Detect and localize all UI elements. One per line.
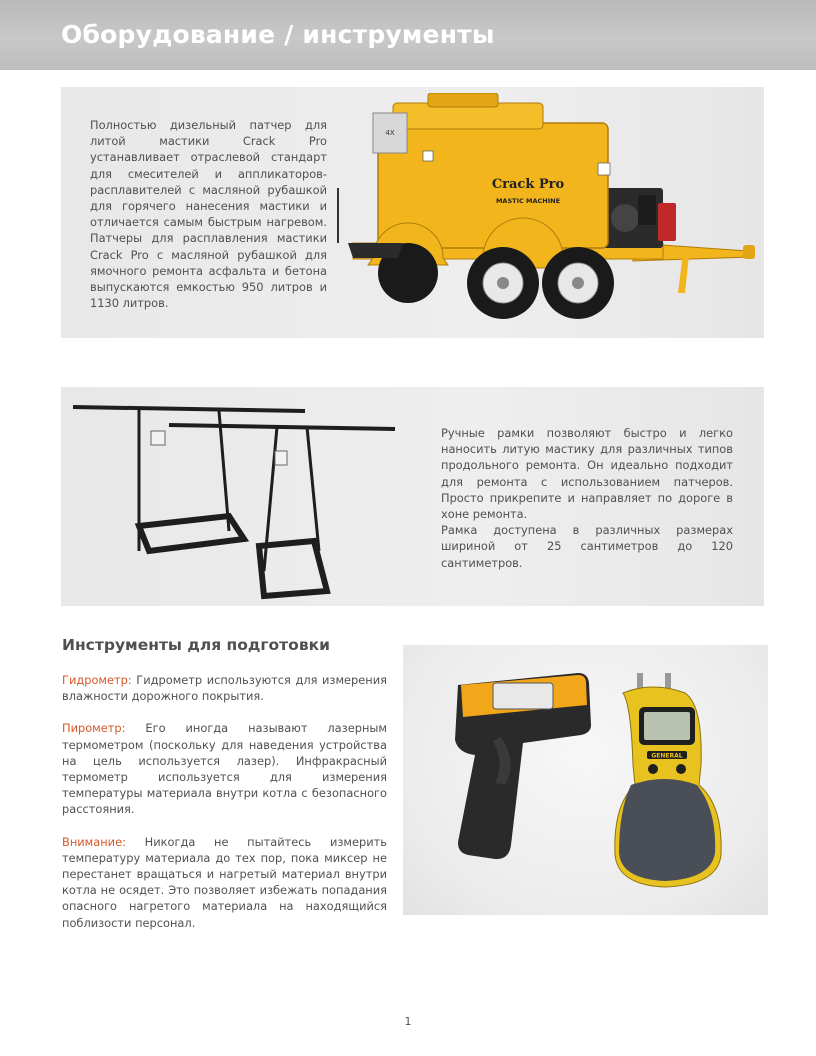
tool-item-warning: [62, 834, 387, 931]
warning-description: Никогда не пытайтесь измерить температуру материала до тех пор, пока миксер не перестанет вращаться и нагретый материал внутри котла не осядет. Это позволяет избежать попадания опасного нагретого материала на находящийся поблизости персонал.: [62, 834, 387, 930]
page-title: Оборудование / инструменты: [61, 20, 495, 49]
tool-term: Пирометр:: [62, 721, 126, 736]
tools-list: [62, 672, 387, 947]
tool-description: Гидрометр используются для измерения влажности дорожного покрытия.: [62, 673, 387, 704]
hand-frames-image: [69, 401, 409, 601]
patcher-brand-label: Crack Pro: [491, 177, 565, 192]
patcher-machine-image: [333, 93, 763, 333]
page-header: [0, 0, 816, 70]
svg-text:4X: 4X: [385, 129, 395, 137]
frames-panel: [61, 387, 764, 606]
patcher-caption-label: MASTIC MACHINE: [495, 197, 561, 205]
frames-description: Ручные рамки позволяют быстро и легко наносить литую мастику для различных типов продольного ремонта. Он идеально подходит для ремонта с использованием патчеров. Просто прикрепите и направляет по дороге в хоне ремонта. Рамка доступена в различных размерах шириной от 25 сантиметров до 120 сантиметров.: [441, 426, 733, 570]
tool-item-hygrometer: [62, 672, 387, 704]
warning-term: Внимание:: [62, 834, 126, 849]
pyrometer-and-moisture-meter-image: [403, 645, 768, 915]
patcher-description: Полностью дизельный патчер для литой мастики Crack Pro устанавливает отраслевой стандарт для смесителей и аппликаторов-расплавителей с масляной рубашкой для горячего нанесения мастики и отличается самым быстрым нагревом. Патчеры для расплавления мастики Crack Pro с масляной рубашкой для ямочного ремонта асфальта и бетона выпускаются емкостью 950 литров и 1130 литров.: [90, 118, 327, 311]
tools-photo: [403, 645, 768, 915]
page-number: 1: [404, 1015, 412, 1028]
tool-term: Гидрометр:: [62, 673, 132, 687]
patcher-panel: [61, 87, 764, 338]
tool-item-pyrometer: [62, 720, 387, 817]
tools-section-title: Инструменты для подготовки: [62, 636, 331, 654]
moisture-meter-brand: GENERAL: [651, 752, 683, 760]
tool-description: Его иногда называют лазерным термометром (поскольку для наведения устройства на цель используется лазер). Инфракрасный термометр используется для измерения температуры материала внутри котла с безопасного расстояния.: [62, 721, 387, 817]
